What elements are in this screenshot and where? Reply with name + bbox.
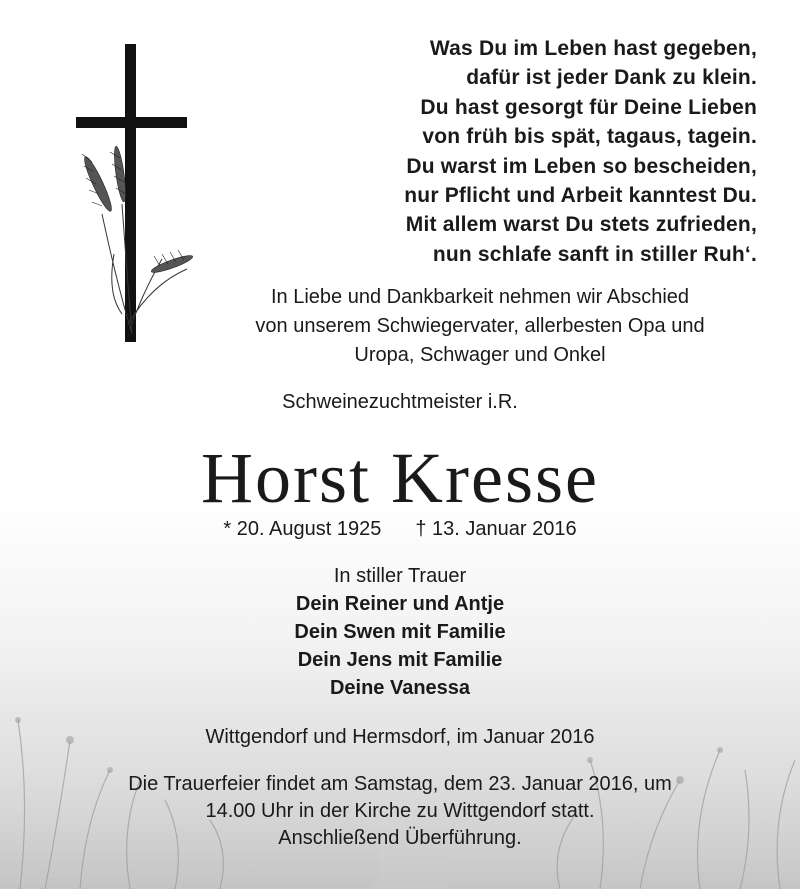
mourner-name: Dein Reiner und Antje: [295, 593, 505, 615]
funeral-service-info: [0, 771, 800, 852]
intro-line: von unserem Schwiegervater, allerbesten Opa und: [255, 315, 705, 337]
deceased-title: Schweinezuchtmeister i.R.: [282, 391, 518, 413]
intro-line: In Liebe und Dankbarkeit nehmen wir Abschied: [270, 286, 690, 308]
birth-date: * 20. August 1925: [223, 518, 382, 540]
mourner-name: Dein Jens mit Familie: [297, 649, 503, 671]
mourner-name: Deine Vanessa: [329, 677, 471, 699]
mourners-block: [0, 562, 800, 702]
memorial-poem: [287, 34, 757, 269]
service-line: Anschließend Überführung.: [278, 827, 522, 849]
poem-line: Was Du im Leben hast gegeben,: [429, 37, 757, 60]
place-and-date: Wittgendorf und Hermsdorf, im Januar 2016: [205, 726, 595, 748]
service-line: 14.00 Uhr in der Kirche zu Wittgendorf statt.: [205, 800, 595, 822]
farewell-intro: [170, 283, 790, 370]
life-dates: [0, 515, 800, 543]
deceased-name: Horst Kresse: [201, 438, 599, 518]
intro-line: Uropa, Schwager und Onkel: [354, 344, 606, 366]
poem-line: dafür ist jeder Dank zu klein.: [466, 66, 757, 90]
poem-line: nur Pflicht und Arbeit kanntest Du.: [404, 184, 757, 208]
mourner-name: Dein Swen mit Familie: [294, 621, 506, 643]
poem-line: von früh bis spät, tagaus, tagein.: [422, 125, 757, 149]
poem-line: Du warst im Leben so bescheiden,: [406, 154, 757, 178]
death-date: † 13. Januar 2016: [415, 518, 577, 540]
poem-line: nun schlafe sanft in stiller Ruh‘.: [432, 242, 757, 266]
service-line: Die Trauerfeier findet am Samstag, dem 23. Januar 2016, um: [128, 773, 672, 795]
poem-line: Mit allem warst Du stets zufrieden,: [405, 213, 757, 237]
poem-line: Du hast gesorgt für Deine Lieben: [420, 95, 757, 119]
mourning-label: In stiller Trauer: [333, 565, 467, 587]
